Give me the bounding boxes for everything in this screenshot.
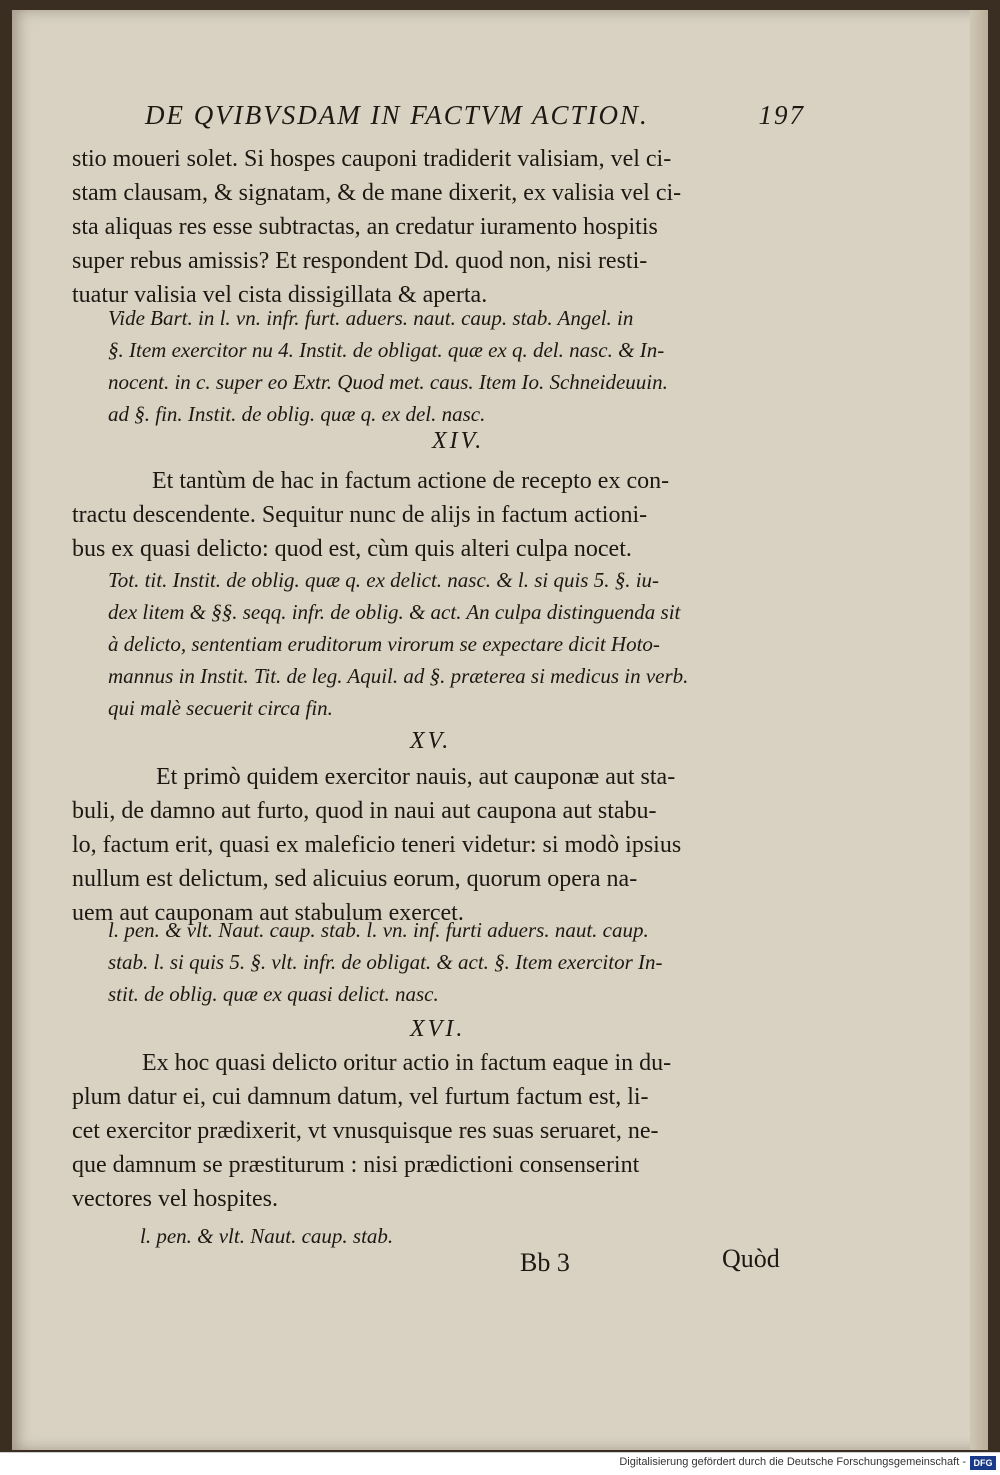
body-line: stam clausam, & signatam, & de mane dixerit, ex valisia vel ci- (72, 180, 682, 206)
citation-line: stit. de oblig. quæ ex quasi delict. nasc. (108, 982, 439, 1006)
citation-line: à delicto, sententiam eruditorum virorum se expectare dicit Hoto- (108, 632, 660, 656)
running-head-title: DE QVIBVSDAM IN FACTVM ACTION. (145, 100, 649, 130)
signature-mark: Bb 3 (520, 1248, 570, 1277)
body-line: Et primò quidem exercitor nauis, aut cauponæ aut sta- (156, 764, 676, 790)
digitization-note: Digitalisierung gefördert durch die Deutsche Forschungsgemeinschaft - (619, 1456, 966, 1468)
body-line: cet exercitor prædixerit, vt vnusquisque res suas seruaret, ne- (72, 1118, 659, 1144)
citation-line: mannus in Instit. Tit. de leg. Aquil. ad §. præterea si medicus in verb. (108, 664, 689, 688)
body-line: buli, de damno aut furto, quod in naui aut caupona aut stabu- (72, 798, 657, 824)
section-number: XV. (410, 728, 452, 754)
body-line: lo, factum erit, quasi ex maleficio teneri videtur: si modò ipsius (72, 832, 682, 858)
citation-line: Tot. tit. Instit. de oblig. quæ q. ex delict. nasc. & l. si quis 5. §. iu- (108, 568, 660, 592)
citation-line: l. pen. & vlt. Naut. caup. stab. (140, 1224, 394, 1248)
section-number: XIV. (432, 428, 485, 454)
citation-line: ad §. fin. Instit. de oblig. quæ q. ex del. nasc. (108, 402, 486, 426)
dfg-logo: DFG (970, 1456, 996, 1470)
citation-line: nocent. in c. super eo Extr. Quod met. caus. Item Io. Schneideuuin. (108, 370, 668, 394)
body-line: tuatur valisia vel cista dissigillata & aperta. (72, 282, 488, 308)
citation-line: §. Item exercitor nu 4. Instit. de obligat. quæ ex q. del. nasc. & In- (108, 338, 665, 362)
body-line: plum datur ei, cui damnum datum, vel furtum factum est, li- (72, 1084, 649, 1110)
body-line: uem aut cauponam aut stabulum exercet. (72, 900, 464, 926)
catchword: Quòd (722, 1244, 780, 1273)
body-line: sta aliquas res esse subtractas, an credatur iuramento hospitis (72, 214, 658, 240)
body-line: que damnum se præstiturum : nisi prædictioni consenserint (72, 1152, 640, 1178)
body-line: nullum est delictum, sed alicuius eorum, quorum opera na- (72, 866, 638, 892)
body-line: Ex hoc quasi delicto oritur actio in factum eaque in du- (142, 1050, 672, 1076)
body-line: Et tantùm de hac in factum actione de recepto ex con- (152, 468, 670, 494)
citation-line: qui malè secuerit circa fin. (108, 696, 333, 720)
digitization-footer (0, 1452, 1000, 1475)
body-line: vectores vel hospites. (72, 1186, 278, 1212)
section-number: XVI. (410, 1016, 466, 1042)
body-line: stio moueri solet. Si hospes cauponi tradiderit valisiam, vel ci- (72, 146, 672, 172)
page-number: 197 (758, 100, 805, 130)
body-line: tractu descendente. Sequitur nunc de alijs in factum actioni- (72, 502, 648, 528)
citation-line: Vide Bart. in l. vn. infr. furt. aduers. naut. caup. stab. Angel. in (108, 306, 634, 330)
body-line: bus ex quasi delicto: quod est, cùm quis alteri culpa nocet. (72, 536, 632, 562)
citation-line: dex litem & §§. seqq. infr. de oblig. & act. An culpa distinguenda sit (108, 600, 681, 624)
citation-line: l. pen. & vlt. Naut. caup. stab. l. vn. inf. furti aduers. naut. caup. (108, 918, 649, 942)
body-line: super rebus amissis? Et respondent Dd. quod non, nisi resti- (72, 248, 648, 274)
citation-line: stab. l. si quis 5. §. vlt. infr. de obligat. & act. §. Item exercitor In- (108, 950, 663, 974)
page-edge (970, 10, 988, 1450)
